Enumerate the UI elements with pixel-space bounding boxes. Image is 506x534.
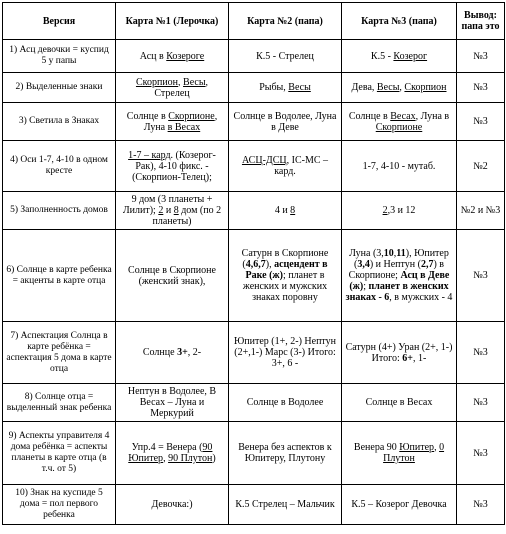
- version-cell: 6) Солнце в карте ребенка = акценты в карте отца: [3, 230, 116, 322]
- card2-cell: Солнце в Водолее: [229, 384, 342, 422]
- card1-cell: Упр.4 = Венера (90 Юпитер, 90 Плутон): [116, 422, 229, 485]
- result-cell: №2: [457, 141, 505, 192]
- table-row: [3, 40, 505, 73]
- card3-cell: Луна (3,10,11), Юпитер (3,4) и Нептун (2,7) в Скорпионе; Асц в Деве (ж); планет в женских знаках - 6, в мужских - 4: [342, 230, 457, 322]
- card3-cell: Дева, Весы, Скорпион: [342, 73, 457, 103]
- header-row: [3, 3, 505, 40]
- header-card1: Карта №1 (Лерочка): [116, 3, 229, 40]
- version-cell: 9) Аспекты управителя 4 дома ребёнка = аспекты планеты в карте отца (в т.ч. от 5): [3, 422, 116, 485]
- card2-cell: 4 и 8: [229, 192, 342, 230]
- table-row: [3, 422, 505, 485]
- card1-cell: Нептун в Водолее, В Весах – Луна и Меркурий: [116, 384, 229, 422]
- card3-cell: Солнце в Весах: [342, 384, 457, 422]
- card1-cell: Скорпион, Весы, Стрелец: [116, 73, 229, 103]
- card1-cell: Солнце 3+, 2-: [116, 322, 229, 384]
- comparison-table: [2, 2, 505, 525]
- table-row: [3, 485, 505, 525]
- card1-cell: Солнце в Скорпионе (женский знак),: [116, 230, 229, 322]
- result-cell: №2 и №3: [457, 192, 505, 230]
- version-cell: 10) Знак на куспиде 5 дома = пол первого ребенка: [3, 485, 116, 525]
- card3-cell: 1-7, 4-10 - мутаб.: [342, 141, 457, 192]
- result-cell: №3: [457, 73, 505, 103]
- card1-cell: Асц в Козероге: [116, 40, 229, 73]
- version-cell: 2) Выделенные знаки: [3, 73, 116, 103]
- card1-cell: 9 дом (3 планеты + Лилит); 2 и 8 дом (по 2 планеты): [116, 192, 229, 230]
- version-cell: 5) Заполненность домов: [3, 192, 116, 230]
- result-cell: №3: [457, 485, 505, 525]
- result-cell: №3: [457, 40, 505, 73]
- version-cell: 1) Асц девочки = куспид 5 у папы: [3, 40, 116, 73]
- card2-cell: Солнце в Водолее, Луна в Деве: [229, 103, 342, 141]
- card2-cell: Венера без аспектов к Юпитеру, Плутону: [229, 422, 342, 485]
- card1-cell: 1-7 – кард. (Козерог-Рак), 4-10 фикс. - (Скорпион-Телец);: [116, 141, 229, 192]
- result-cell: №3: [457, 322, 505, 384]
- card2-cell: АСЦ-ДСЦ, IC-MC – кард.: [229, 141, 342, 192]
- card2-cell: К.5 Стрелец – Мальчик: [229, 485, 342, 525]
- card3-cell: К.5 – Козерог Девочка: [342, 485, 457, 525]
- table-row: [3, 230, 505, 322]
- result-cell: №3: [457, 422, 505, 485]
- card2-cell: Юпитер (1+, 2-) Нептун (2+,1-) Марс (3-) Итого: 3+, 6 -: [229, 322, 342, 384]
- version-cell: 7) Аспектация Солнца в карте ребёнка = аспектация 5 дома в карте отца: [3, 322, 116, 384]
- card3-cell: Венера 90 Юпитер, 0 Плутон: [342, 422, 457, 485]
- header-card3: Карта №3 (папа): [342, 3, 457, 40]
- card1-cell: Солнце в Скорпионе, Луна в Весах: [116, 103, 229, 141]
- card1-cell: Девочка:): [116, 485, 229, 525]
- version-cell: 3) Светила в Знаках: [3, 103, 116, 141]
- result-cell: №3: [457, 103, 505, 141]
- version-cell: 8) Солнце отца = выделенный знак ребенка: [3, 384, 116, 422]
- card2-cell: К.5 - Стрелец: [229, 40, 342, 73]
- table-row: [3, 192, 505, 230]
- card3-cell: Солнце в Весах, Луна в Скорпионе: [342, 103, 457, 141]
- header-version: Версия: [3, 3, 116, 40]
- result-cell: №3: [457, 384, 505, 422]
- version-cell: 4) Оси 1-7, 4-10 в одном кресте: [3, 141, 116, 192]
- table-row: [3, 103, 505, 141]
- table-row: [3, 384, 505, 422]
- header-card2: Карта №2 (папа): [229, 3, 342, 40]
- table-row: [3, 141, 505, 192]
- header-result: Вывод: папа это: [457, 3, 505, 40]
- table-row: [3, 73, 505, 103]
- card3-cell: 2,3 и 12: [342, 192, 457, 230]
- card2-cell: Рыбы, Весы: [229, 73, 342, 103]
- table-row: [3, 322, 505, 384]
- card3-cell: Сатурн (4+) Уран (2+, 1-) Итого: 6+, 1-: [342, 322, 457, 384]
- result-cell: №3: [457, 230, 505, 322]
- card3-cell: К.5 - Козерог: [342, 40, 457, 73]
- card2-cell: Сатурн в Скорпионе (4,6,7), асцендент в Раке (ж); планет в женских и мужских знаках поровну: [229, 230, 342, 322]
